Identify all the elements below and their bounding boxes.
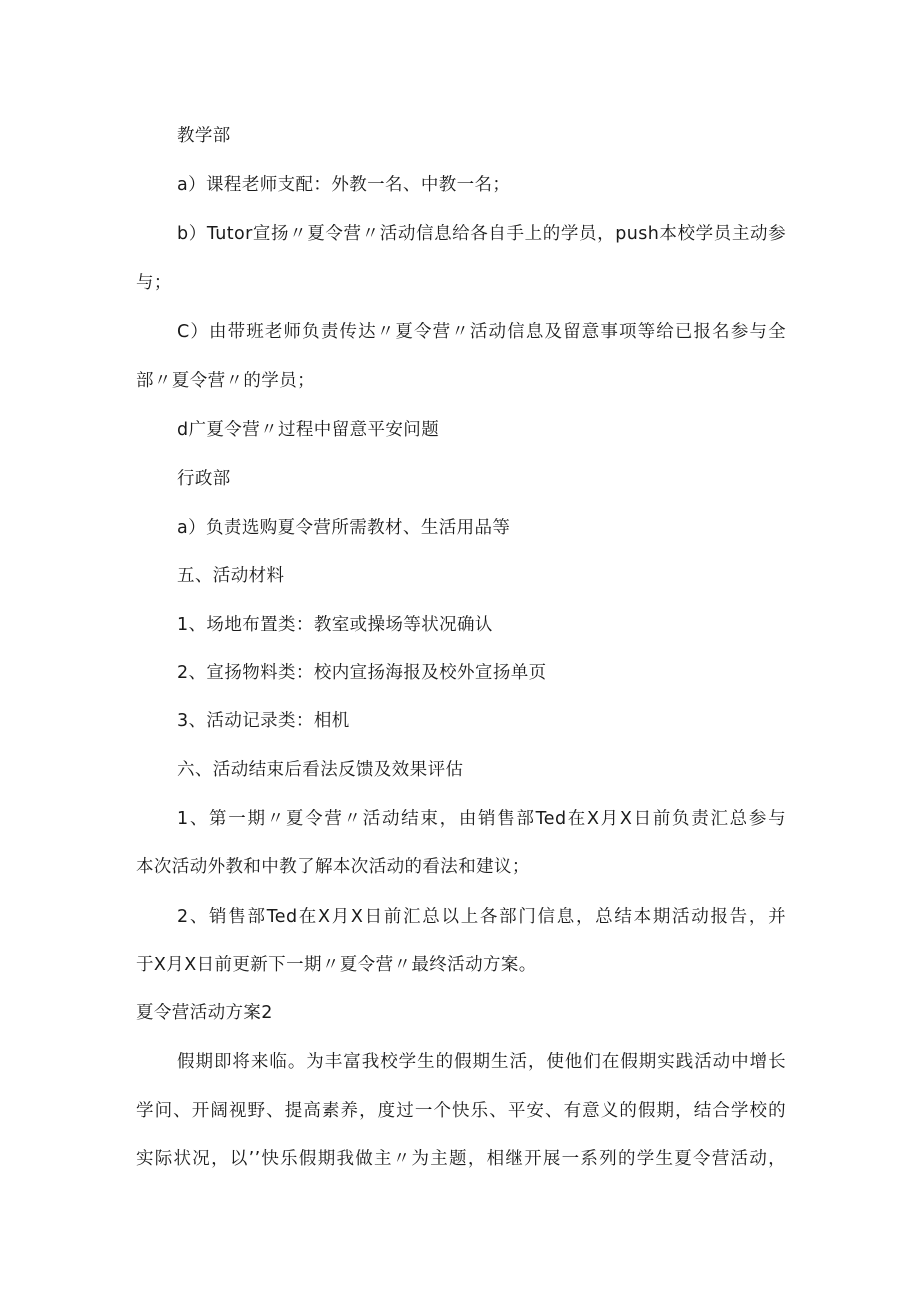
paragraph-line: 1、第一期〃夏令营〃活动结束，由销售部Ted在X月X日前负责汇总参与 [177,809,786,829]
paragraph-line: a）负责选购夏令营所需教材、生活用品等 [177,518,511,538]
section-title-plan-2: 夏令营活动方案2 [136,1003,273,1023]
paragraph-line: a）课程老师支配：外教一名、中教一名； [177,175,511,195]
list-item: 1、场地布置类：教室或操场等状况确认 [177,615,493,635]
section-heading-feedback: 六、活动结束后看法反馈及效果评估 [177,760,464,780]
paragraph-line: C）由带班老师负责传达〃夏令营〃活动信息及留意事项等给已报名参与全 [177,322,786,342]
list-item: 3、活动记录类：相机 [177,711,350,731]
paragraph-line: 与； [136,273,172,293]
heading-admin-dept: 行政部 [177,469,231,489]
paragraph-line: 本次活动外教和中教了解本次活动的看法和建议； [136,857,530,877]
paragraph-line: 2、销售部Ted在X月X日前汇总以上各部门信息，总结本期活动报告，并 [177,907,786,927]
paragraph-line: b）Tutor宣扬〃夏令营〃活动信息给各自手上的学员，push本校学员主动参 [177,224,786,244]
paragraph-line: 假期即将来临。为丰富我校学生的假期生活，使他们在假期实践活动中增长 [177,1052,786,1072]
paragraph-line: 学问、开阔视野、提高素养，度过一个快乐、平安、有意义的假期，结合学校的 [136,1101,786,1121]
paragraph-line: 实际状况，以’’快乐假期我做主〃为主题，相继开展一系列的学生夏令营活动， [136,1149,786,1169]
paragraph-line: 部〃夏令营〃的学员； [136,371,315,391]
list-item: 2、宣扬物料类：校内宣扬海报及校外宣扬单页 [177,663,547,683]
heading-teaching-dept: 教学部 [177,126,231,146]
paragraph-line: d广夏令营〃过程中留意平安问题 [177,420,440,440]
paragraph-line: 于X月X日前更新下一期〃夏令营〃最终活动方案。 [136,955,537,975]
section-heading-materials: 五、活动材料 [177,566,285,586]
